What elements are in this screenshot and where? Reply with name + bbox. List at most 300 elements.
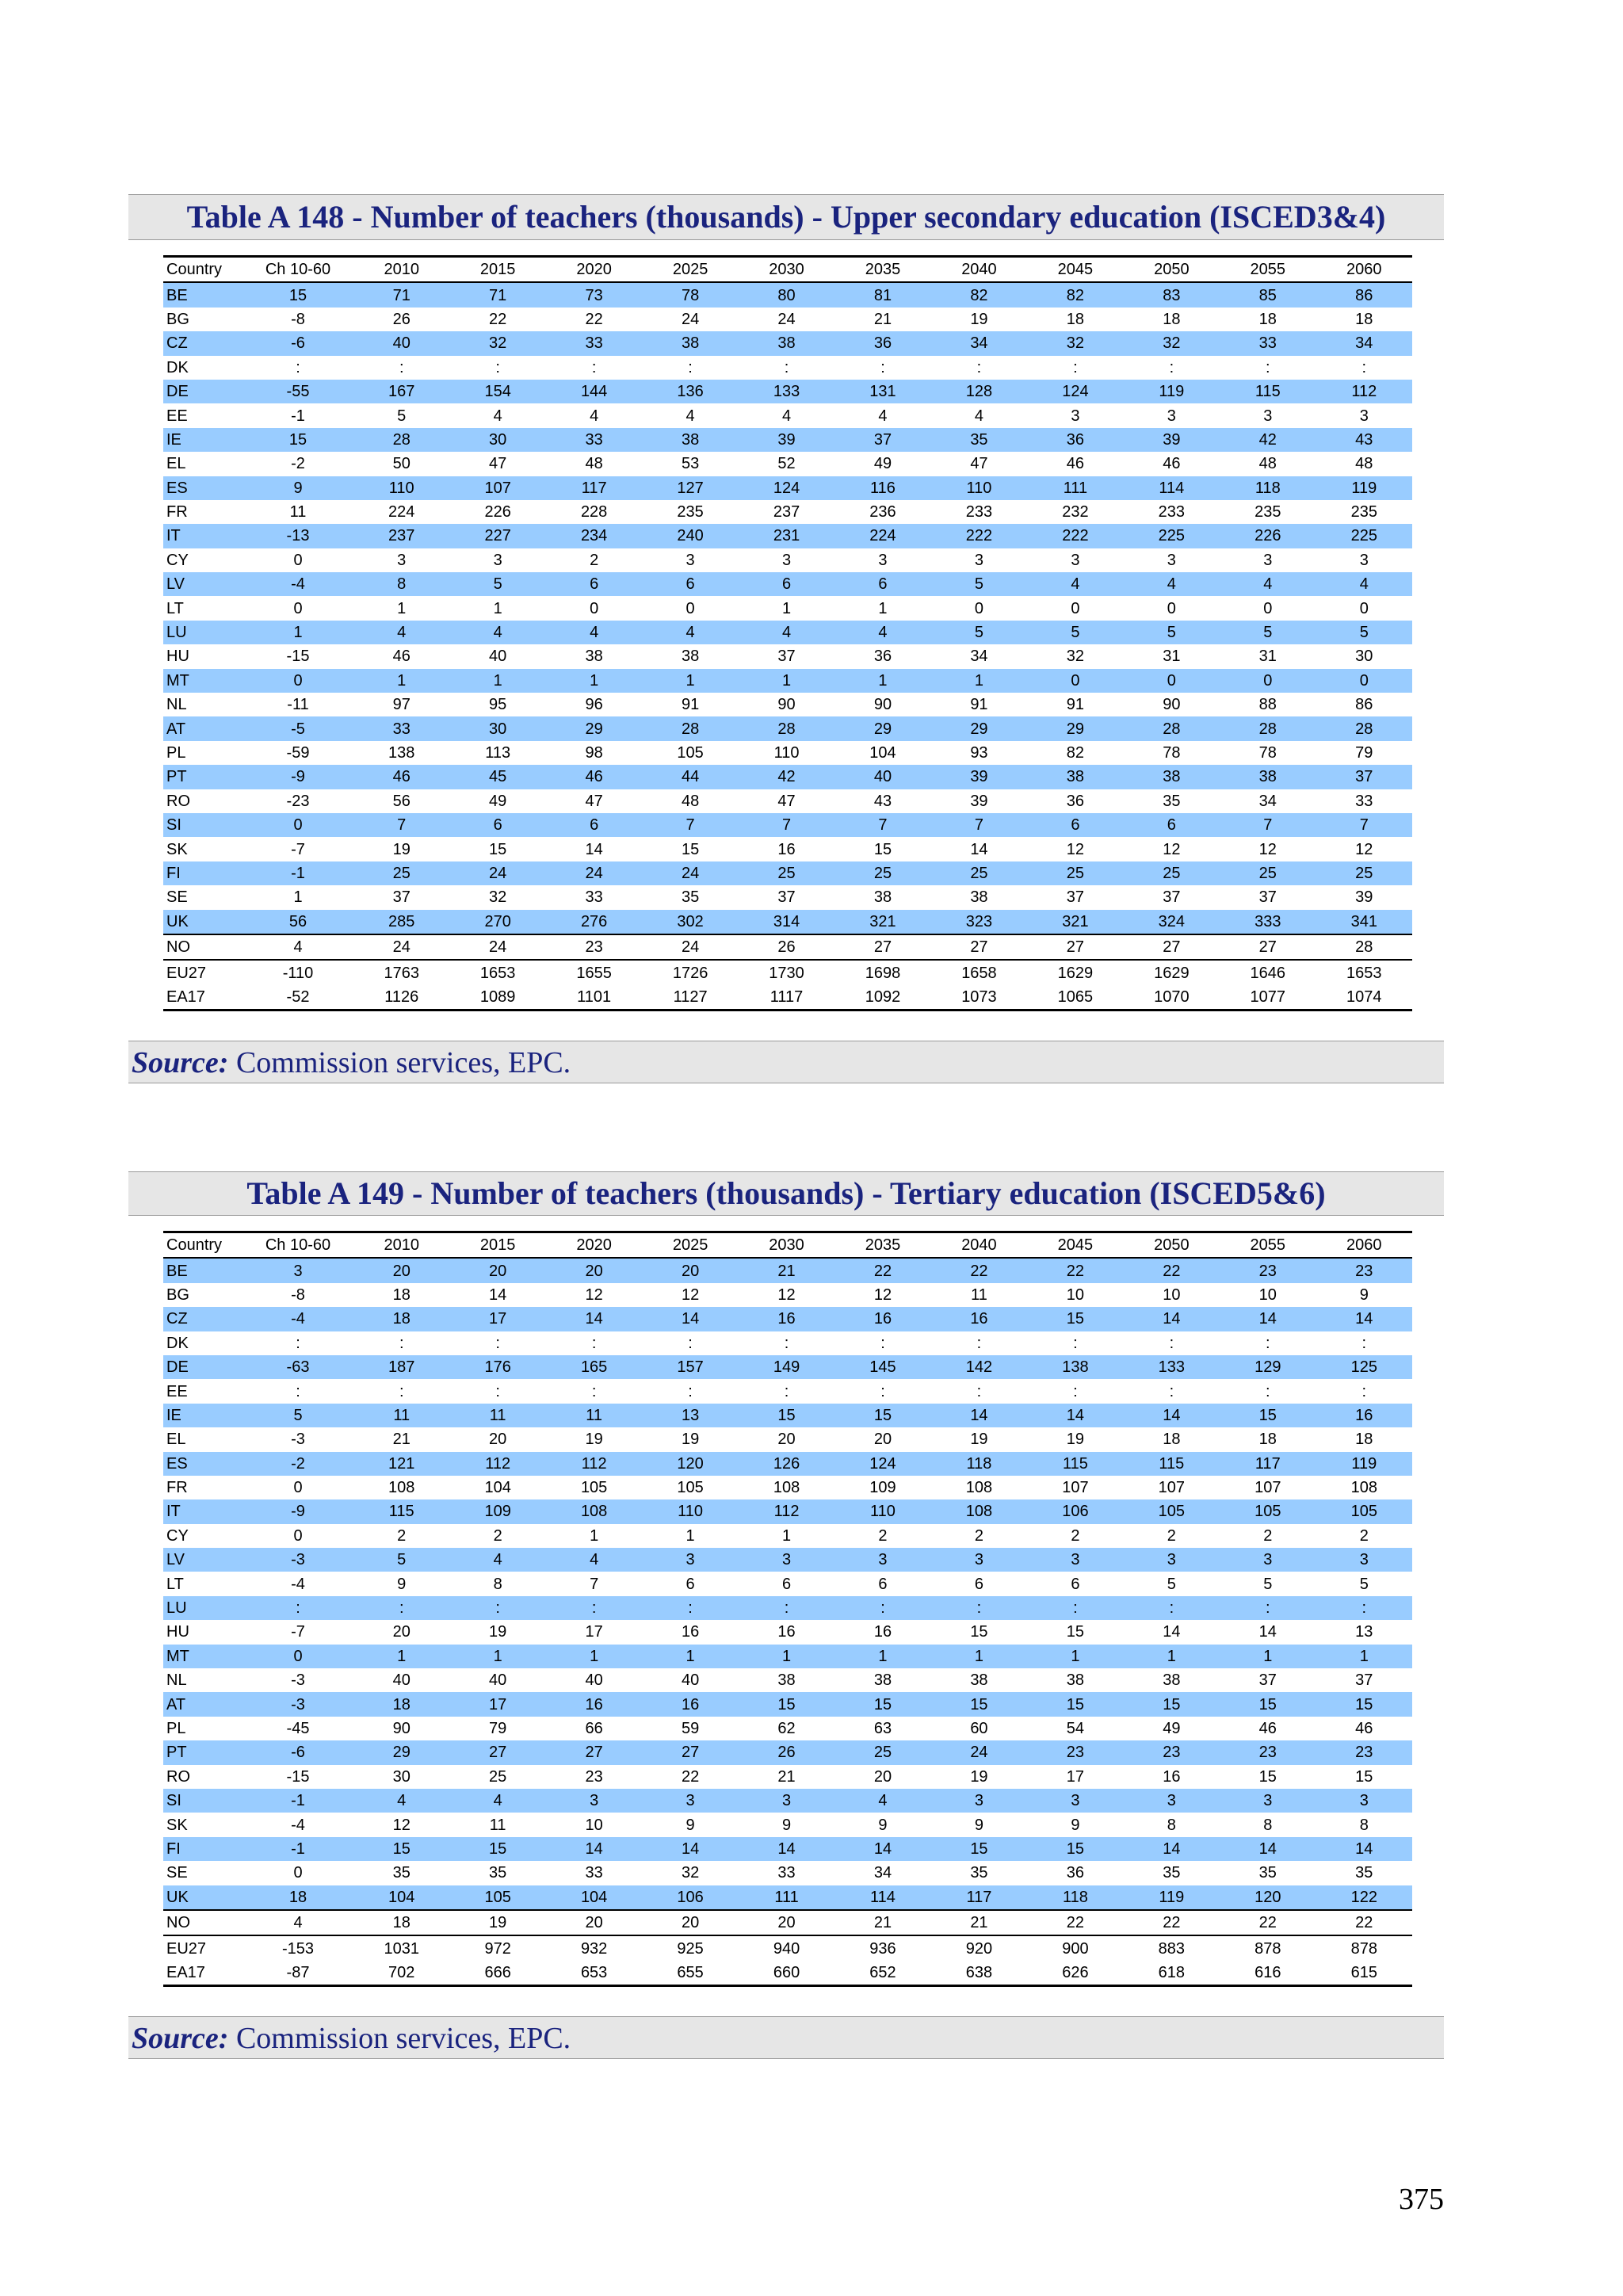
table-cell: 15	[1258, 1767, 1277, 1786]
table-cell: 1	[493, 599, 502, 617]
table-cell: 20	[489, 1431, 507, 1449]
table-row	[163, 1307, 1412, 1331]
table-cell: -9	[242, 765, 353, 789]
table-cell: 26	[739, 1740, 834, 1764]
table-cell: 24	[449, 861, 545, 885]
table-cell: PL	[166, 744, 186, 762]
table-cell: -4	[242, 1307, 353, 1331]
table-cell: 37	[1258, 888, 1277, 907]
table-cell: 24	[681, 310, 700, 328]
table-cell: 37	[777, 888, 796, 907]
table-cell: 46	[353, 765, 449, 789]
table-cell: 91	[970, 696, 988, 714]
table-cell: -110	[242, 960, 353, 984]
table-cell: 36	[873, 648, 892, 666]
table-cell: 56	[392, 792, 411, 810]
table-cell: 1070	[1124, 985, 1220, 1010]
table-cell: -6	[242, 1740, 353, 1764]
table-cell: 236	[869, 503, 896, 521]
table-cell: 3	[1071, 407, 1080, 425]
table-cell: :	[1073, 1334, 1078, 1352]
table-cell: 24	[449, 934, 545, 960]
table-cell: 38	[739, 331, 834, 355]
table-cell: 10	[585, 1816, 603, 1834]
table-cell: 235	[1350, 503, 1377, 521]
table-cell: 4	[1316, 572, 1412, 596]
table-cell: 110	[642, 1499, 738, 1523]
table-cell: 1065	[1027, 985, 1123, 1010]
table-cell: 18	[353, 1307, 449, 1331]
table-cell: -1	[242, 861, 353, 885]
table-cell: 46	[546, 765, 642, 789]
table-cell: :	[642, 1596, 738, 1620]
table-cell: 106	[642, 1885, 738, 1910]
table-cell: DK	[166, 1334, 189, 1352]
table-cell: -3	[242, 1692, 353, 1716]
table-cell: 3	[1071, 551, 1080, 569]
column-header: 2060	[1346, 261, 1382, 279]
table-cell: 1	[1124, 1645, 1220, 1668]
table-cell: 18	[1066, 310, 1085, 328]
table-cell: 83	[1124, 282, 1220, 307]
table-cell: 82	[931, 282, 1027, 307]
table-cell: ES	[163, 476, 242, 500]
column-header: 2025	[672, 261, 708, 279]
table-cell: 1	[781, 599, 792, 617]
table-cell: 18	[242, 1885, 353, 1910]
table-cell: 6	[1027, 813, 1123, 837]
table-row	[163, 1935, 1412, 1960]
table-cell: 6	[1071, 1575, 1080, 1593]
table-cell: 52	[777, 455, 796, 473]
table-cell: 20	[392, 1623, 411, 1641]
table-cell: 878	[1316, 1935, 1412, 1960]
table-cell: 0	[1071, 599, 1080, 617]
table-cell: 15	[242, 282, 353, 307]
table-cell: 32	[1124, 331, 1220, 355]
table-cell: EA17	[163, 1961, 242, 1986]
table-cell: 3	[1124, 1548, 1220, 1572]
table-cell: 22	[834, 1258, 930, 1282]
table-cell: 1629	[1124, 960, 1220, 984]
table-cell: 33	[1355, 792, 1373, 810]
table-cell: 90	[873, 696, 892, 714]
table-149-source	[128, 2016, 1444, 2059]
table-cell: 4	[353, 621, 449, 644]
table-cell: 20	[546, 1258, 642, 1282]
table-149	[163, 1231, 1412, 1987]
table-cell: 23	[1220, 1258, 1316, 1282]
table-cell: 4	[449, 1548, 545, 1572]
table-cell: 3	[1263, 551, 1273, 569]
table-cell: 127	[642, 476, 738, 500]
table-cell: 126	[739, 1452, 834, 1476]
table-cell: 23	[585, 1767, 603, 1786]
table-149-title: Table A 149 - Number of teachers (thousands) - Tertiary education (ISCED5&6)	[128, 1171, 1444, 1216]
table-cell: 40	[834, 765, 930, 789]
table-cell: 616	[1220, 1961, 1316, 1986]
table-cell: 25	[1220, 861, 1316, 885]
table-cell: 233	[1158, 503, 1186, 521]
table-row	[163, 282, 1412, 307]
table-cell: -8	[291, 310, 305, 328]
table-cell: 60	[970, 1720, 988, 1737]
table-cell: 105	[449, 1885, 545, 1910]
table-cell: 21	[777, 1767, 796, 1786]
table-cell: 107	[449, 476, 545, 500]
table-cell: 24	[353, 934, 449, 960]
table-cell: 638	[931, 1961, 1027, 1986]
table-cell: 176	[449, 1355, 545, 1379]
table-cell: 30	[449, 716, 545, 740]
table-cell: 615	[1316, 1961, 1412, 1986]
table-row	[163, 1355, 1412, 1379]
table-cell: 22	[1220, 1910, 1316, 1935]
table-cell: 105	[1316, 1499, 1412, 1523]
table-cell: 4	[1027, 572, 1123, 596]
table-cell: 18	[1355, 310, 1373, 328]
table-cell: 8	[1167, 1816, 1176, 1834]
table-cell: 110	[353, 476, 449, 500]
table-cell: 37	[1066, 888, 1085, 907]
table-cell: 222	[931, 524, 1027, 548]
table-cell: 108	[931, 1499, 1027, 1523]
table-cell: 1	[397, 599, 407, 617]
table-cell: 0	[685, 599, 695, 617]
table-cell: 2	[1167, 1526, 1176, 1545]
table-cell: 10	[1258, 1286, 1277, 1304]
table-148-source	[128, 1041, 1444, 1083]
table-cell: 33	[585, 1864, 603, 1882]
table-cell: 3	[781, 551, 792, 569]
table-cell: 333	[1220, 910, 1316, 934]
page-number: 375	[1399, 2183, 1444, 2216]
table-cell: 19	[970, 1431, 988, 1449]
table-cell: 7	[834, 813, 930, 837]
table-cell: 112	[739, 1499, 834, 1523]
table-cell: 34	[873, 1864, 892, 1882]
table-cell: CY	[166, 1526, 189, 1545]
table-cell: 9	[878, 1816, 888, 1834]
table-cell: 0	[1316, 669, 1412, 693]
table-cell: 222	[1027, 524, 1123, 548]
table-cell: 73	[546, 282, 642, 307]
table-cell: 49	[873, 455, 892, 473]
table-cell: 5	[1167, 1575, 1176, 1593]
table-cell: 6	[685, 1575, 695, 1593]
table-cell: 124	[834, 1452, 930, 1476]
table-cell: 23	[1220, 1740, 1316, 1764]
table-cell: 0	[1167, 599, 1176, 617]
table-cell: 1629	[1027, 960, 1123, 984]
table-row	[163, 1813, 1412, 1836]
table-cell: 6	[834, 572, 930, 596]
table-cell: 31	[1163, 648, 1181, 666]
table-cell: 7	[1220, 813, 1316, 837]
table-cell: UK	[163, 1885, 242, 1910]
table-cell: 655	[642, 1961, 738, 1986]
table-cell: 16	[1163, 1767, 1181, 1786]
table-cell: 85	[1220, 282, 1316, 307]
table-cell: 38	[970, 888, 988, 907]
table-cell: 20	[777, 1431, 796, 1449]
table-cell: 4	[739, 621, 834, 644]
table-cell: SI	[163, 1789, 242, 1813]
table-cell: 5	[1359, 1575, 1369, 1593]
table-cell: 2	[590, 551, 599, 569]
table-cell: 16	[1316, 1404, 1412, 1427]
table-cell: 8	[493, 1575, 502, 1593]
table-cell: 114	[834, 1885, 930, 1910]
table-row	[163, 1645, 1412, 1668]
table-cell: 113	[485, 744, 511, 762]
table-cell: 3	[739, 1548, 834, 1572]
table-cell: 3	[1167, 407, 1176, 425]
table-cell: 1101	[546, 985, 642, 1010]
table-cell: :	[495, 358, 500, 376]
table-cell: 71	[449, 282, 545, 307]
table-cell: 35	[1163, 792, 1181, 810]
table-cell: 3	[1027, 1789, 1123, 1813]
table-header-row	[163, 1232, 1412, 1259]
table-cell: 4	[974, 407, 983, 425]
table-cell: 341	[1316, 910, 1412, 934]
table-cell: 231	[739, 524, 834, 548]
table-cell: 18	[392, 1286, 411, 1304]
table-cell: 233	[965, 503, 993, 521]
table-cell: -1	[291, 407, 305, 425]
table-cell: 88	[1258, 696, 1277, 714]
table-cell: 4	[590, 407, 599, 425]
table-cell: 125	[1316, 1355, 1412, 1379]
table-cell: 104	[546, 1885, 642, 1910]
column-header: 2050	[1154, 1236, 1190, 1255]
table-cell: 16	[777, 840, 796, 858]
table-cell: 108	[546, 1499, 642, 1523]
table-cell: 129	[1220, 1355, 1316, 1379]
table-cell: 22	[489, 310, 507, 328]
table-cell: 110	[773, 744, 800, 762]
table-cell: 48	[681, 792, 700, 810]
table-cell: 30	[1355, 648, 1373, 666]
table-cell: 240	[642, 524, 738, 548]
table-cell: 106	[1027, 1499, 1123, 1523]
table-cell: PT	[163, 765, 242, 789]
table-cell: 15	[1220, 1692, 1316, 1716]
table-cell: 0	[293, 551, 303, 569]
table-cell: 19	[449, 1910, 545, 1935]
table-cell: 16	[931, 1307, 1027, 1331]
table-cell: 35	[489, 1864, 507, 1882]
table-cell: 120	[1220, 1885, 1316, 1910]
table-cell: 16	[642, 1692, 738, 1716]
table-cell: 31	[1258, 648, 1277, 666]
table-cell: 878	[1220, 1935, 1316, 1960]
table-cell: 15	[1027, 1692, 1123, 1716]
table-cell: 4	[1124, 572, 1220, 596]
table-cell: DE	[163, 1355, 242, 1379]
table-cell: 2	[1263, 1526, 1273, 1545]
table-cell: 108	[773, 1479, 800, 1497]
table-cell: NO	[163, 1910, 242, 1935]
table-cell: NL	[166, 1671, 187, 1690]
column-header: 2055	[1250, 261, 1286, 279]
table-cell: 7	[590, 1575, 599, 1593]
table-cell: 6	[449, 813, 545, 837]
table-cell: 25	[834, 861, 930, 885]
table-cell: 110	[931, 476, 1027, 500]
table-cell: 30	[449, 428, 545, 452]
table-cell: 111	[1027, 476, 1123, 500]
table-cell: :	[784, 1334, 789, 1352]
table-cell: 226	[484, 503, 511, 521]
table-cell: 105	[677, 1479, 704, 1497]
table-cell: 35	[392, 1864, 411, 1882]
table-cell: LU	[163, 621, 242, 644]
table-cell: 46	[392, 648, 411, 666]
table-cell: 3	[1359, 551, 1369, 569]
table-cell: 1763	[353, 960, 449, 984]
table-cell: EL	[166, 455, 186, 473]
table-cell: 9	[1071, 1816, 1080, 1834]
table-cell: 3	[1167, 551, 1176, 569]
table-cell: 38	[1163, 1671, 1181, 1690]
table-cell: 22	[1316, 1910, 1412, 1935]
table-cell: 14	[489, 1286, 507, 1304]
column-header: Ch 10-60	[265, 1236, 331, 1255]
table-cell: 5	[1220, 621, 1316, 644]
table-cell: 105	[1124, 1499, 1220, 1523]
table-cell: 118	[1027, 1885, 1123, 1910]
table-cell: 117	[931, 1885, 1027, 1910]
table-cell: 1658	[931, 960, 1027, 984]
table-row	[163, 356, 1412, 380]
table-cell: 27	[546, 1740, 642, 1764]
table-cell: 1089	[449, 985, 545, 1010]
table-cell: 3	[546, 1789, 642, 1813]
table-cell: 105	[677, 744, 704, 762]
table-cell: 932	[546, 1935, 642, 1960]
table-cell: 5	[1027, 621, 1123, 644]
table-cell: 48	[1355, 455, 1373, 473]
table-cell: 27	[1220, 934, 1316, 960]
table-cell: 63	[873, 1720, 892, 1737]
table-row	[163, 331, 1412, 355]
table-cell: 1698	[834, 960, 930, 984]
table-cell: 8	[1359, 1816, 1369, 1834]
table-cell: 6	[1124, 813, 1220, 837]
table-cell: 20	[642, 1258, 738, 1282]
table-cell: IT	[163, 524, 242, 548]
table-cell: 28	[1220, 716, 1316, 740]
table-cell: 17	[1066, 1767, 1085, 1786]
table-cell: 14	[931, 1404, 1027, 1427]
table-row	[163, 789, 1412, 813]
table-row	[163, 476, 1412, 500]
table-cell: 56	[242, 910, 353, 934]
column-header: 2035	[865, 261, 901, 279]
table-cell: 1	[242, 621, 353, 644]
table-cell: :	[1073, 1382, 1078, 1400]
table-cell: 38	[873, 1671, 892, 1690]
table-cell: 27	[931, 934, 1027, 960]
table-cell: 15	[834, 1404, 930, 1427]
table-cell: EA17	[163, 985, 242, 1010]
table-cell: 124	[1027, 380, 1123, 403]
table-cell: 112	[1316, 380, 1412, 403]
table-cell: 15	[489, 840, 507, 858]
table-cell: :	[1169, 358, 1174, 376]
table-cell: 14	[1316, 1837, 1412, 1861]
table-cell: 33	[546, 428, 642, 452]
table-cell: 1117	[739, 985, 834, 1010]
table-cell: 6	[546, 813, 642, 837]
table-cell: 1	[546, 669, 642, 693]
table-cell: :	[1220, 1596, 1316, 1620]
table-cell: :	[976, 1334, 982, 1352]
table-cell: 1031	[353, 1935, 449, 1960]
table-row	[163, 985, 1412, 1010]
table-cell: 97	[392, 696, 411, 714]
table-cell: 15	[353, 1837, 449, 1861]
table-cell: 4	[449, 621, 545, 644]
column-header: 2055	[1250, 1236, 1286, 1255]
table-cell: 112	[546, 1452, 642, 1476]
table-cell: 4	[353, 1789, 449, 1813]
table-cell: 95	[489, 696, 507, 714]
table-cell: 90	[777, 696, 796, 714]
table-row	[163, 644, 1412, 668]
column-header: 2015	[479, 261, 516, 279]
table-cell: 1655	[546, 960, 642, 984]
table-cell: 1	[931, 669, 1027, 693]
table-cell: 38	[873, 888, 892, 907]
table-cell: 28	[353, 428, 449, 452]
table-cell: 48	[1258, 455, 1277, 473]
table-cell: 25	[834, 1740, 930, 1764]
table-cell: 30	[392, 1767, 411, 1786]
table-cell: :	[1361, 1334, 1367, 1352]
table-cell: 16	[873, 1623, 892, 1641]
table-cell: :	[399, 358, 404, 376]
table-cell: 1	[878, 599, 888, 617]
table-cell: 46	[1258, 1720, 1277, 1737]
table-cell: 115	[1027, 1452, 1123, 1476]
table-cell: 1	[353, 669, 449, 693]
table-cell: :	[1316, 1596, 1412, 1620]
table-cell: 14	[1027, 1404, 1123, 1427]
table-cell: BE	[163, 1258, 242, 1282]
table-cell: 940	[739, 1935, 834, 1960]
table-cell: 15	[1027, 1307, 1123, 1331]
table-cell: 42	[1220, 428, 1316, 452]
table-cell: :	[296, 1334, 300, 1352]
table-row	[163, 693, 1412, 716]
table-cell: 33	[546, 331, 642, 355]
table-cell: 36	[834, 331, 930, 355]
table-cell: :	[1124, 1596, 1220, 1620]
table-cell: 10	[1066, 1286, 1085, 1304]
table-row	[163, 1861, 1412, 1885]
table-cell: 6	[781, 1575, 792, 1593]
table-cell: 26	[739, 934, 834, 960]
table-cell: 17	[449, 1692, 545, 1716]
table-cell: 28	[1316, 934, 1412, 960]
table-cell: 28	[739, 716, 834, 740]
table-cell: 104	[484, 1479, 511, 1497]
table-cell: 105	[1220, 1499, 1316, 1523]
table-cell: :	[1266, 1382, 1270, 1400]
